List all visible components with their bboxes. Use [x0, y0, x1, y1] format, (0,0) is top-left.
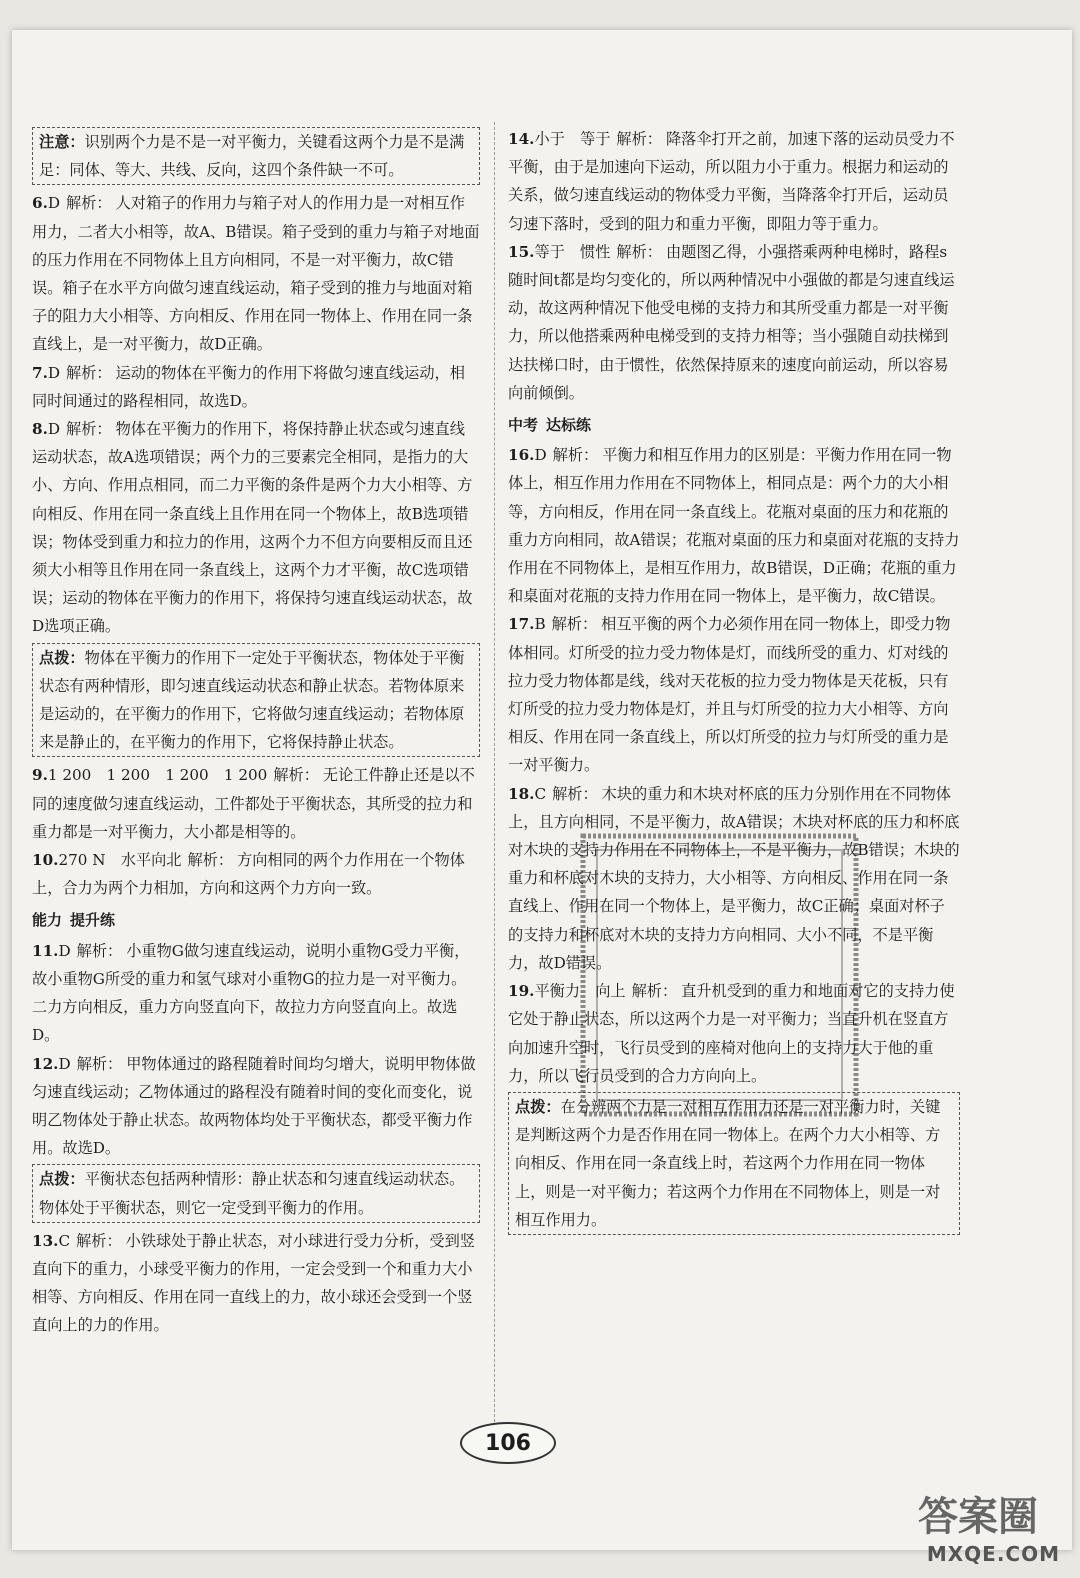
item-number: 9. [32, 766, 48, 785]
item-label: 解析： [76, 1231, 122, 1250]
item-explanation: 运动的物体在平衡力的作用下将做匀速直线运动，相同时间通过的路程相同，故选D。 [32, 363, 465, 410]
note-box [32, 127, 480, 185]
section-heading-part: 中考 [508, 416, 539, 435]
answer-item [32, 189, 480, 358]
item-explanation: 降落伞打开之前，加速下落的运动员受力不平衡，由于是加速向下运动，所以阻力小于重力。根据力和运动的关系，做匀速直线运动的物体受力平衡，当降落伞打开后，运动员匀速下落时，受到的阻力和重力平衡，即阻力等于重力。 [508, 130, 955, 233]
item-number: 17. [508, 615, 535, 634]
section-heading-part: 达标练 [546, 416, 592, 435]
section-heading-exam [508, 411, 960, 439]
answer-item [32, 937, 480, 1050]
section-heading-ability [32, 906, 480, 934]
item-number: 14. [508, 130, 535, 148]
item-answer: D [47, 420, 61, 439]
item-explanation: 人对箱子的作用力与箱子对人的作用力是一对相互作用力，二者大小相等，故A、B错误。箱子受到的重力与箱子对地面的压力作用在不同物体上且方向相同，不是一对平衡力，故C错误。箱子在水平方向做匀速直线运动，箱子受到的推力与地面对箱子的阻力大小相等、方向相反、作用在同一物体上、作用在同一条直线上，是一对平衡力，故D正确。 [32, 194, 480, 354]
item-explanation: 平衡力和相互作用力的区别是：平衡力作用在同一物体上，相互作用力作用在不同物体上，相同点是：两个力的大小相等，方向相反，作用在同一条直线上。花瓶对桌面的压力和花瓶的重力方向相同，故A错误；花瓶对桌面的压力和桌面对花瓶的支持力作用在不同物体上，是相互作用力，故B错误，D正确；花瓶的重力和桌面对花瓶的支持力作用在同一物体上，是平衡力，故C错误。 [508, 446, 960, 606]
item-number: 8. [32, 420, 48, 439]
tip-text: 物体在平衡力的作用下一定处于平衡状态，物体处于平衡状态有两种情形，即匀速直线运动状态和静止状态。若物体原来是运动的，在平衡力的作用下，它将做匀速直线运动；若物体原来是静止的，在平衡力的作用下，它将保持静止状态。 [39, 648, 465, 752]
tip-label: 点拨： [515, 1097, 561, 1116]
item-label: 解析： [66, 420, 112, 439]
page-number: 106 [460, 1422, 556, 1464]
answer-item [32, 359, 480, 415]
item-label: 解析： [187, 851, 234, 870]
answer-item [32, 1050, 480, 1163]
item-label: 解析： [66, 363, 112, 382]
item-answer: D [58, 941, 71, 960]
item-number: 18. [508, 784, 535, 803]
answer-item [508, 238, 960, 407]
item-number: 10. [32, 851, 59, 870]
answer-item [508, 780, 960, 977]
item-label: 解析： [551, 615, 598, 634]
item-number: 6. [32, 194, 48, 213]
answer-item [508, 125, 960, 238]
item-explanation: 小重物G做匀速直线运动，说明小重物G受力平衡，故小重物G所受的重力和氢气球对小重物G的拉力是一对平衡力。二力方向相反，重力方向竖直向下，故拉力方向竖直向上。故选D。 [32, 941, 470, 1045]
tip-label: 点拨： [39, 1170, 85, 1189]
tip-label: 点拨： [39, 648, 85, 667]
answer-item [32, 846, 480, 902]
item-explanation: 无论工件静止还是以不同的速度做匀速直线运动，工件都处于平衡状态，其所受的拉力和重力都是一对平衡力，大小都是相等的。 [32, 766, 475, 841]
item-answer: 1 200 1 200 1 200 1 200 [47, 766, 268, 785]
item-answer: 平衡力 向上 [534, 982, 626, 1001]
item-explanation: 甲物体通过的路程随着时间均匀增大，说明甲物体做匀速直线运动；乙物体通过的路程没有随着时间的变化而变化，说明乙物体处于静止状态。故两物体均处于平衡状态，都受平衡力作用。故选D。 [32, 1054, 476, 1158]
answer-item [32, 415, 480, 641]
watermark-site: MXQE.COM [926, 1542, 1060, 1566]
answer-item [32, 1227, 480, 1340]
item-number: 16. [508, 446, 535, 465]
note-label: 注意： [39, 133, 85, 151]
item-number: 11. [32, 941, 59, 960]
section-heading-part: 能力 [32, 911, 63, 930]
right-column [508, 125, 960, 1239]
item-label: 解析： [552, 446, 599, 465]
item-answer: D [47, 194, 61, 213]
item-explanation: 木块的重力和木块对杯底的压力分别作用在不同物体上，且方向相同，不是平衡力，故A错误；木块对杯底的压力和杯底对木块的支持力作用在不同物体上，不是平衡力，故B错误；木块的重力和杯底对木块的支持力，大小相等、方向相反、作用在同一条直线上、作用在同一个物体上，是平衡力，故C正确；桌面对杯子的支持力和杯底对木块的支持力方向相同、大小不同，不是平衡力，故D错误。 [508, 784, 960, 972]
item-label: 解析： [616, 130, 662, 148]
item-label: 解析： [76, 941, 123, 960]
answer-item [32, 761, 480, 846]
item-number: 12. [32, 1054, 59, 1073]
item-answer: D [47, 363, 61, 382]
item-answer: C [534, 784, 547, 803]
tip-text: 平衡状态包括两种情形：静止状态和匀速直线运动状态。物体处于平衡状态，则它一定受到平衡力的作用。 [39, 1170, 465, 1217]
item-answer: C [58, 1231, 71, 1250]
item-explanation: 方向相同的两个力作用在一个物体上，合力为两个力相加，方向和这两个力方向一致。 [32, 851, 465, 898]
item-answer: D [534, 446, 547, 465]
item-number: 15. [508, 242, 535, 261]
note-text: 识别两个力是不是一对平衡力，关键看这两个力是不是满足：同体、等大、共线、反向，这四个条件缺一不可。 [39, 133, 465, 180]
tip-box [32, 643, 480, 758]
item-number: 19. [508, 982, 535, 1001]
item-answer: 小于 等于 [534, 130, 611, 148]
item-explanation: 物体在平衡力的作用下，将保持静止状态或匀速直线运动状态，故A选项错误；两个力的三要素完全相同，是指力的大小、方向、作用点相同，而二力平衡的条件是两个力大小相等、方向相反、作用在同一条直线上且作用在同一个物体上，故B选项错误；物体受到重力和拉力的作用，这两个力不但方向要相反而且还须大小相等且作用在同一条直线上，这两个力才平衡，故C选项错误；运动的物体在平衡力的作用下，将保持匀速直线运动状态，故D选项正确。 [32, 420, 473, 636]
item-answer: 270 N 水平向北 [58, 851, 182, 870]
item-label: 解析： [616, 242, 662, 261]
answer-item [508, 977, 960, 1090]
tip-box [32, 1164, 480, 1222]
item-number: 13. [32, 1231, 59, 1250]
column-divider [494, 122, 495, 1442]
watermark [858, 1490, 1068, 1570]
item-answer: 等于 惯性 [534, 242, 611, 261]
tip-box [508, 1092, 960, 1235]
item-label: 解析： [552, 784, 598, 803]
item-answer: B [534, 615, 546, 634]
answer-item [508, 441, 960, 610]
item-label: 解析： [631, 982, 678, 1001]
item-label: 解析： [66, 194, 112, 213]
item-explanation: 直升机受到的重力和地面对它的支持力使它处于静止状态，所以这两个力是一对平衡力；当直升机在竖直方向加速升空时，飞行员受到的座椅对他向上的支持力大于他的重力，所以飞行员受到的合力方向向上。 [508, 982, 955, 1085]
item-explanation: 相互平衡的两个力必须作用在同一物体上，即受力物体相同。灯所受的拉力受力物体是灯，而线所受的重力、灯对线的拉力受力物体都是线，线对天花板的拉力受力物体是天花板，只有灯所受的拉力受力物体是灯，并且与灯所受的拉力大小相等、方向相反、作用在同一条直线上，所以灯所受的拉力与灯所受的重力是一对平衡力。 [508, 615, 951, 775]
answer-page [12, 30, 1072, 1550]
item-explanation: 小铁球处于静止状态，对小球进行受力分析，受到竖直向下的重力，小球受平衡力的作用，一定会受到一个和重力大小相等、方向相反、作用在同一直线上的力，故小球还会受到一个竖直向上的力的作用。 [32, 1231, 475, 1335]
watermark-logo: 答案圈 [918, 1494, 1038, 1540]
item-explanation: 由题图乙得，小强搭乘两种电梯时，路程s随时间t都是均匀变化的，所以两种情况中小强做的都是匀速直线运动，故这两种情况下他受电梯的支持力和其所受重力都是一对平衡力，所以他搭乘两种电梯受到的支持力相等；当小强随自动扶梯到达扶梯口时，由于惯性，依然保持原来的速度向前运动，所以容易向前倾倒。 [508, 242, 955, 402]
item-number: 7. [32, 363, 48, 382]
item-label: 解析： [76, 1054, 123, 1073]
answer-item [508, 610, 960, 779]
section-heading-part: 提升练 [70, 911, 116, 930]
item-answer: D [58, 1054, 71, 1073]
item-label: 解析： [273, 766, 319, 785]
left-column [32, 125, 480, 1340]
tip-text: 在分辨两个力是一对相互作用力还是一对平衡力时，关键是判断这两个力是否作用在同一物体上。在两个力大小相等、方向相反、作用在同一条直线上时，若这两个力作用在同一物体上，则是一对平衡力；若这两个力作用在不同物体上，则是一对相互作用力。 [515, 1097, 941, 1229]
